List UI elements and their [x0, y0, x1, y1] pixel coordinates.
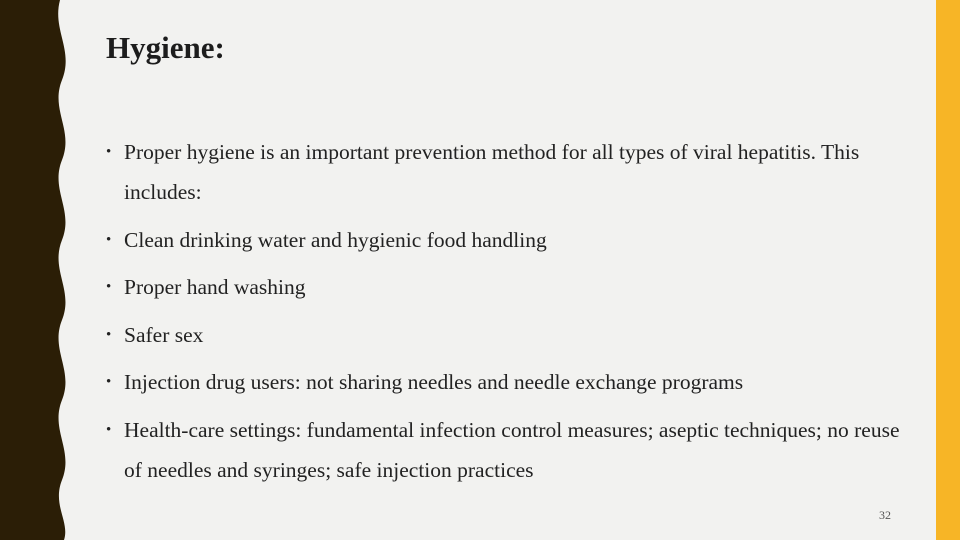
bullet-item [106, 132, 906, 212]
bullet-text: Proper hygiene is an important prevention method for all types of viral hepatitis. This includes: [124, 140, 860, 204]
bullet-icon: • [106, 374, 112, 390]
bullet-text: Clean drinking water and hygienic food handling [124, 227, 547, 252]
bullet-icon: • [106, 326, 112, 343]
left-wavy-border [0, 0, 80, 540]
right-accent-bar [936, 0, 960, 540]
bullet-item [106, 362, 906, 402]
bullet-item [106, 220, 906, 260]
bullet-item [106, 267, 906, 307]
bullet-icon: • [106, 279, 112, 295]
bullet-list [106, 132, 906, 497]
slide-number: 32 [879, 508, 891, 522]
bullet-item [106, 410, 906, 490]
bullet-text: Proper hand washing [124, 275, 306, 299]
bullet-item [106, 315, 906, 355]
bullet-text: Safer sex [124, 322, 204, 347]
slide-title: Hygiene: [106, 30, 225, 65]
wavy-edge-shape [0, 0, 66, 540]
bullet-icon: • [106, 144, 112, 160]
bullet-icon: • [106, 231, 112, 248]
bullet-text: Injection drug users: not sharing needles and needle exchange programs [124, 370, 744, 394]
bullet-icon: • [106, 421, 112, 438]
bullet-text: Health-care settings: fundamental infection control measures; aseptic techniques; no reuse of needles and syringes; safe injection practices [124, 417, 900, 482]
